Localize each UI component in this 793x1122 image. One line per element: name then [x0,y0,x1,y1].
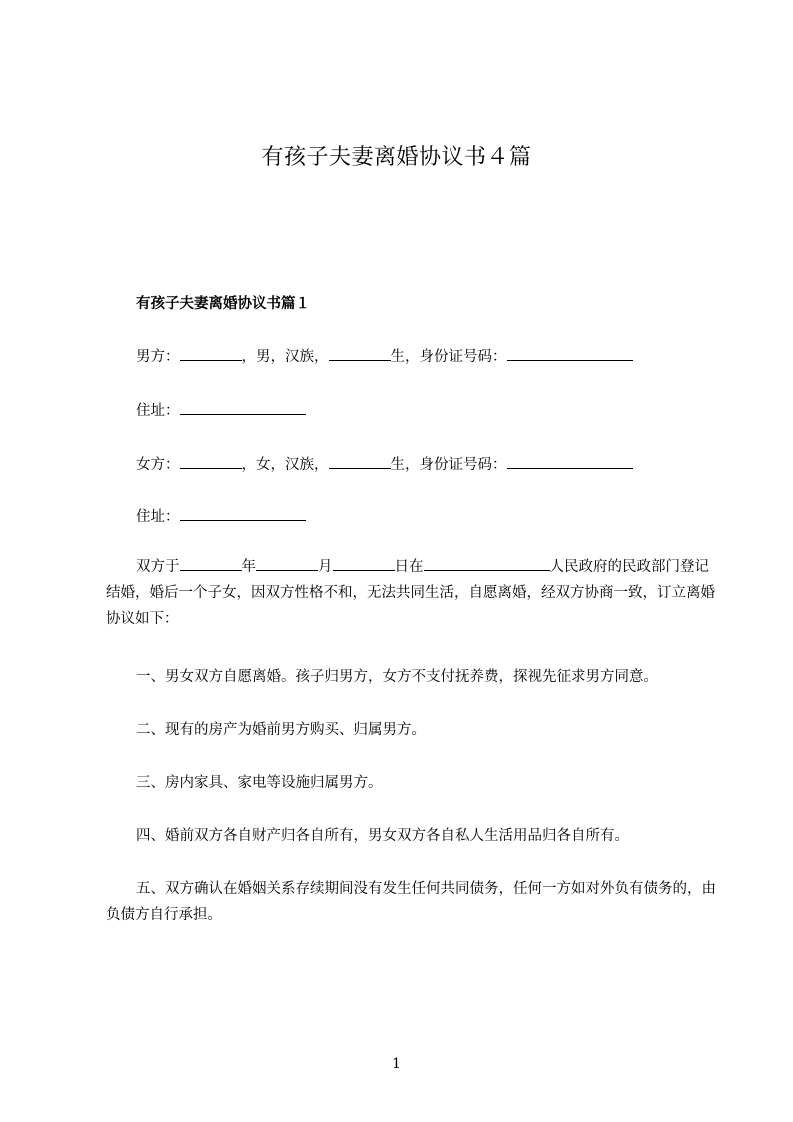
woman-birth-blank [329,456,391,469]
woman-address-blank [180,508,306,521]
intro-paragraph [106,554,718,632]
clause-item: 二、现有的房产为婚前男方购买、归属男方。 [136,722,426,738]
man-gender-ethnicity: ，男，汉族， [241,349,329,365]
man-label: 男方： [136,349,180,365]
man-birth-id-label: 生，身份证号码： [390,349,507,365]
document-title: 有孩子夫妻离婚协议书４篇 [261,145,532,170]
page-number: 1 [392,1056,401,1072]
government-blank [424,558,550,571]
woman-info-line [136,453,633,474]
woman-address-label: 住址： [136,509,180,525]
woman-address-line [136,505,306,526]
man-id-blank [507,348,633,361]
man-address-line [136,399,306,420]
man-birth-blank [329,348,391,361]
man-address-blank [180,402,306,415]
woman-name-blank [180,456,242,469]
woman-id-blank [507,456,633,469]
intro-part-3: 月 [318,559,333,575]
woman-gender-ethnicity: ，女，汉族， [241,457,329,473]
man-name-blank [180,348,242,361]
woman-birth-id-label: 生，身份证号码： [390,457,507,473]
clause-item: 五、双方确认在婚姻关系存续期间没有发生任何共同债务，任何一方如对外负有债务的，由负债方自行承担。 [106,881,716,923]
man-address-label: 住址： [136,403,180,419]
clause-item: 一、男女双方自愿离婚。孩子归男方，女方不支付抚养费，探视先征求男方同意。 [136,669,658,685]
woman-label: 女方： [136,457,180,473]
section-heading: 有孩子夫妻离婚协议书篇１ [136,296,310,312]
intro-part-5: 人民政府的民政部门登记结婚，婚后一个子女，因双方性格不和，无法共同生活，自愿离婚，经双方协商一致，订立离婚协议如下： [106,559,715,627]
month-blank [256,558,318,571]
clause-item: 四、婚前双方各自财产归各自所有，男女双方各自私人生活用品归各自所有。 [136,828,629,844]
intro-part-1: 双方于 [136,559,180,575]
intro-part-2: 年 [241,559,256,575]
man-info-line [136,345,633,366]
intro-part-4: 日在 [394,559,424,575]
year-blank [180,558,242,571]
day-blank [333,558,395,571]
clause-item: 三、房内家具、家电等设施归属男方。 [136,775,383,791]
